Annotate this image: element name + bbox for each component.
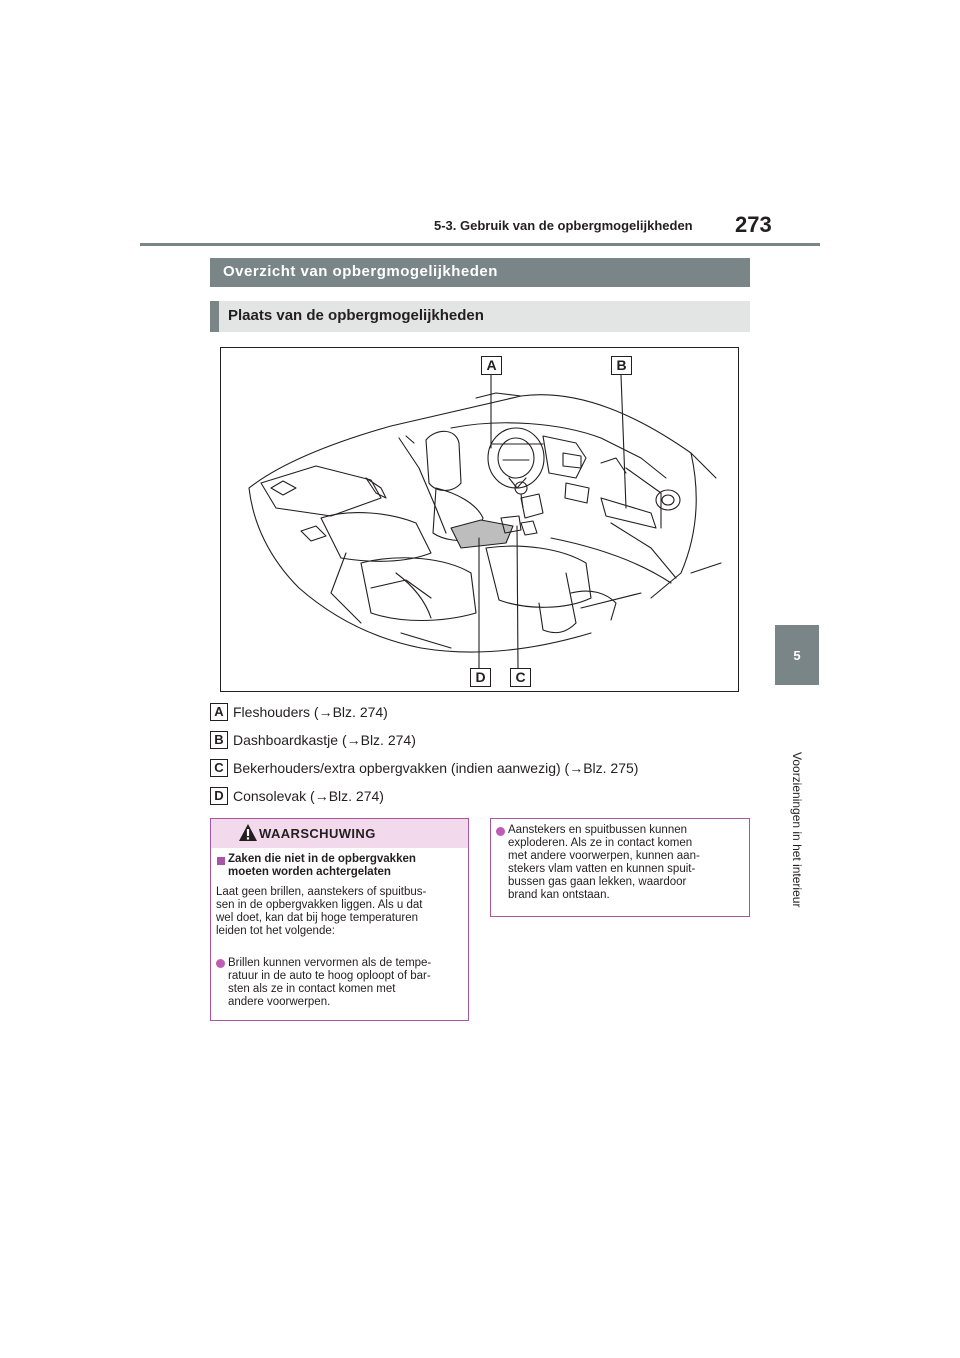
- warning-box: [210, 818, 469, 1021]
- callout-b: B: [611, 356, 632, 375]
- warning-triangle-icon: [238, 823, 258, 842]
- page-number: 273: [735, 212, 772, 237]
- warning-body-line: wel doet, kan dat bij hoge temperaturen: [216, 912, 419, 924]
- car-interior-drawing: [221, 348, 740, 693]
- header-rule: [140, 243, 820, 246]
- warning-box-continued: [490, 818, 750, 917]
- warning-body-line: leiden tot het volgende:: [216, 925, 335, 937]
- legend-key: B: [210, 731, 228, 749]
- warning-bullet-line: andere voorwerpen.: [228, 996, 331, 1008]
- warning-bullet-line: sten als ze in contact komen met: [228, 983, 396, 995]
- round-bullet-icon: [216, 959, 225, 968]
- callout-a: A: [481, 356, 502, 375]
- round-bullet-icon: [496, 827, 505, 836]
- chapter-side-title: Voorzieningen in het interieur: [790, 752, 804, 908]
- legend-key: D: [210, 787, 228, 805]
- warning-bullet-line: met andere voorwerpen, kunnen aan-: [508, 850, 700, 862]
- overview-heading: Overzicht van opbergmogelijkheden: [210, 258, 750, 287]
- warning-subheading-line: Zaken die niet in de opbergvakken: [228, 853, 416, 865]
- chapter-tab: 5: [775, 625, 819, 685]
- callout-c: C: [510, 668, 531, 687]
- warning-title: WAARSCHUWING: [259, 826, 376, 841]
- legend-text: Fleshouders (→Blz. 274): [233, 704, 388, 720]
- warning-body-line: Laat geen brillen, aanstekers of spuitbus-: [216, 886, 427, 898]
- section-title: 5-3. Gebruik van de opbergmogelijkheden: [434, 218, 693, 233]
- warning-body-line: sen in de opbergvakken liggen. Als u dat: [216, 899, 423, 911]
- square-bullet-icon: [217, 857, 225, 865]
- warning-bullet-line: Aanstekers en spuitbussen kunnen: [508, 824, 688, 836]
- legend-key: C: [210, 759, 228, 777]
- warning-bullet-line: brand kan ontstaan.: [508, 889, 610, 901]
- warning-header: [211, 819, 468, 848]
- warning-bullet-line: Brillen kunnen vervormen als de tempe-: [228, 957, 432, 969]
- legend-key: A: [210, 703, 228, 721]
- location-heading: Plaats van de opbergmogelijkheden: [210, 301, 750, 332]
- callout-d: D: [470, 668, 491, 687]
- legend-text: Consolevak (→Blz. 274): [233, 788, 384, 804]
- warning-bullet-line: exploderen. Als ze in contact komen: [508, 837, 693, 849]
- interior-illustration: [220, 347, 739, 692]
- warning-bullet-line: stekers vlam vatten en kunnen spuit-: [508, 863, 696, 875]
- warning-bullet-line: ratuur in de auto te hoog oploopt of bar-: [228, 970, 431, 982]
- legend-text: Dashboardkastje (→Blz. 274): [233, 732, 416, 748]
- warning-subheading-line: moeten worden achtergelaten: [228, 866, 391, 878]
- warning-bullet-line: bussen gas gaan lekken, waardoor: [508, 876, 687, 888]
- legend-text: Bekerhouders/extra opbergvakken (indien aanwezig) (→Blz. 275): [233, 760, 639, 776]
